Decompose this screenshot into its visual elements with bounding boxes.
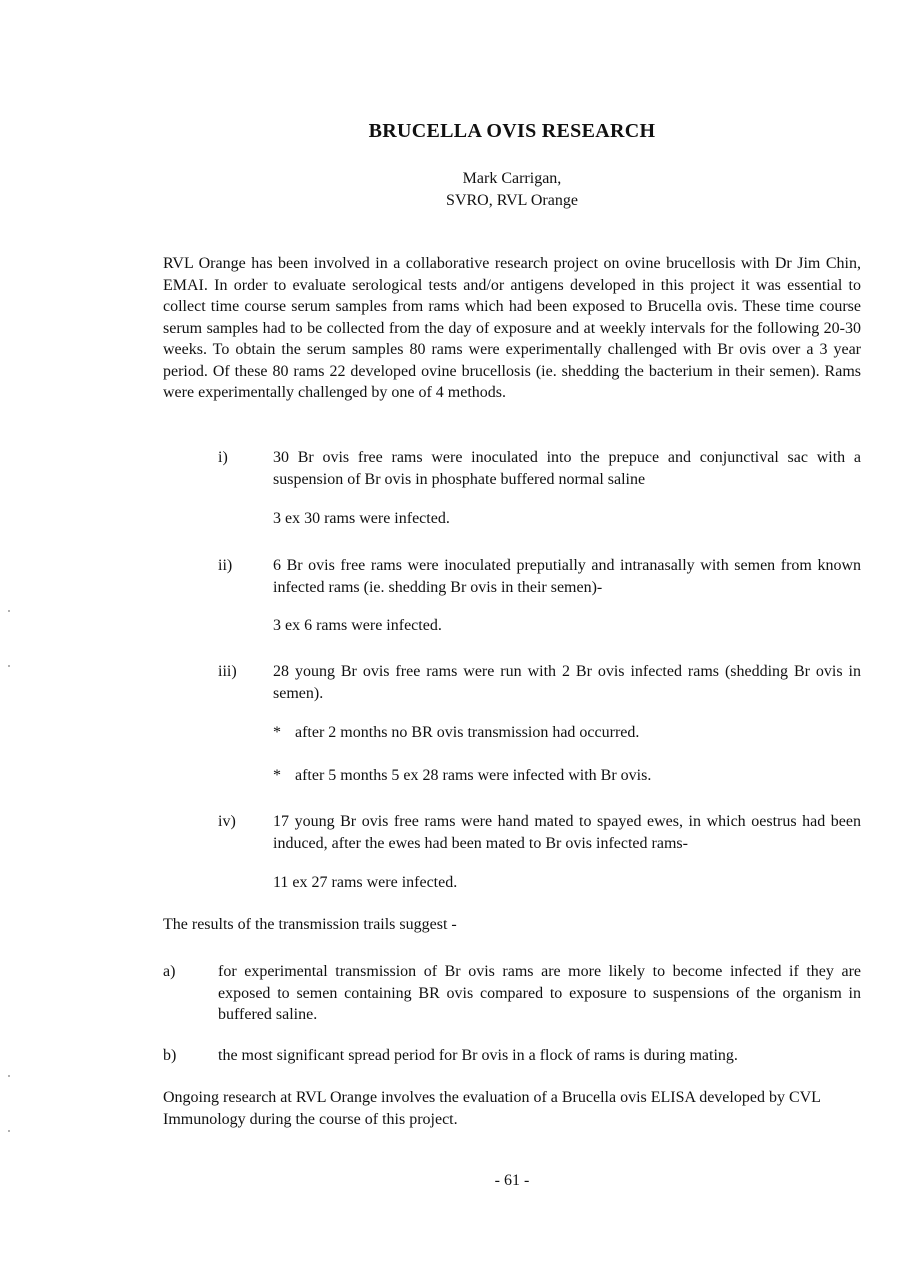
ongoing-paragraph: Ongoing research at RVL Orange involves the evaluation of a Brucella ovis ELISA developed by CVL Immunology during the course of this project. [163, 1089, 821, 1128]
page-number: - 61 - [494, 1172, 530, 1189]
scan-speck [8, 610, 10, 612]
scan-speck [8, 1130, 10, 1132]
method-numeral: iv) [218, 813, 236, 830]
method-text: 30 Br ovis free rams were inoculated into the prepuce and conjunctival sac with a suspension of Br ovis in phosphate buffered normal saline [273, 449, 861, 488]
bullet-symbol: * [273, 724, 281, 741]
author-affiliation: SVRO, RVL Orange [446, 192, 578, 209]
author-name: Mark Carrigan, [462, 170, 562, 187]
method-result-i: 3 ex 30 rams were infected. [273, 510, 450, 527]
method-text: 28 young Br ovis free rams were run with 2 Br ovis infected rams (shedding Br ovis in semen). [273, 663, 861, 702]
bullet-text: after 5 months 5 ex 28 rams were infected with Br ovis. [295, 767, 652, 784]
method-result-iv: 11 ex 27 rams were infected. [273, 874, 458, 891]
method-text: 17 young Br ovis free rams were hand mated to spayed ewes, in which oestrus had been induced, after the ewes had been mated to Br ovis infected rams- [273, 813, 861, 852]
scan-speck [8, 665, 10, 667]
author-block [0, 168, 900, 212]
method-bullet [273, 724, 639, 742]
method-numeral: ii) [218, 557, 233, 574]
bullet-symbol: * [273, 767, 281, 784]
scan-speck [8, 1075, 10, 1077]
conclusion-text: for experimental transmission of Br ovis rams are more likely to become infected if they are exposed to semen containing BR ovis compared to exposure to suspensions of the organism in buffered saline. [218, 963, 861, 1023]
method-numeral: iii) [218, 663, 237, 680]
conclusion-letter: a) [163, 963, 176, 980]
method-text: 6 Br ovis free rams were inoculated preputially and intranasally with semen from known infected rams (ie. shedding Br ovis in their semen)- [273, 557, 861, 596]
bullet-text: after 2 months no BR ovis transmission had occurred. [295, 724, 640, 741]
conclusion-letter: b) [163, 1047, 177, 1064]
method-bullet [273, 767, 651, 785]
results-intro: The results of the transmission trails suggest - [163, 916, 457, 933]
page-title: BRUCELLA OVIS RESEARCH [368, 120, 656, 142]
conclusion-text: the most significant spread period for Br ovis in a flock of rams is during mating. [218, 1047, 738, 1064]
method-numeral: i) [218, 449, 228, 466]
intro-paragraph: RVL Orange has been involved in a collaborative research project on ovine brucellosis with Dr Jim Chin, EMAI. In order to evaluate serological tests and/or antigens developed in this project it was essential to collect time course serum samples from rams which had been exposed to Brucella ovis. These time course serum samples had to be collected from the day of exposure and at weekly intervals for the following 20-30 weeks. To obtain the serum samples 80 rams were experimentally challenged with Br ovis over a 3 year period. Of these 80 rams 22 developed ovine brucellosis (ie. shedding the bacterium in their semen). Rams were experimentally challenged by one of 4 methods. [163, 255, 861, 401]
method-result-ii: 3 ex 6 rams were infected. [273, 617, 442, 634]
